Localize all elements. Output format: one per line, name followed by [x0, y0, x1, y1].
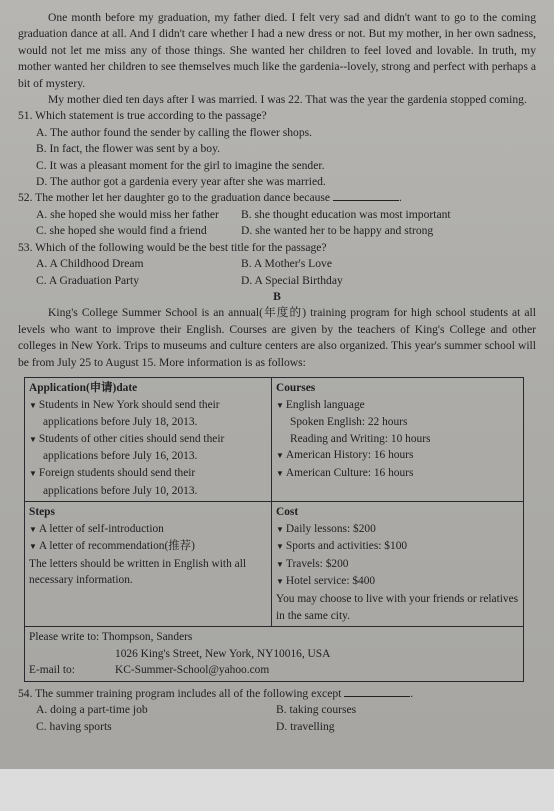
application-item-1-line-2: applications before July 18, 2013.: [43, 416, 198, 429]
course-history: [276, 447, 519, 465]
triangle-bullet-icon: [29, 540, 39, 552]
courses-cell: [272, 377, 524, 501]
cost-item-1-label: Daily lessons: $200: [285, 522, 376, 535]
application-item-1: [29, 397, 267, 415]
summer-school-info-table: [24, 377, 524, 682]
question-54-option-a: A. doing a part-time job: [36, 703, 148, 717]
cost-note: You may choose to live with your friends or relatives in the same city.: [276, 593, 519, 622]
question-51-option-a: A. The author found the sender by calling the flower shops.: [36, 125, 313, 139]
question-52-options-row-1: [18, 207, 536, 223]
course-spoken: Spoken English: 22 hours: [290, 416, 408, 429]
course-reading: Reading and Writing: 10 hours: [290, 432, 431, 445]
courses-title: Courses: [276, 381, 316, 394]
application-item-3-line-1: Foreign students should send their: [38, 466, 196, 479]
steps-title: Steps: [29, 506, 55, 519]
triangle-bullet-icon: [29, 433, 39, 445]
contact-email-line: [29, 662, 519, 679]
application-item-1-line-1: Students in New York should send their: [38, 398, 220, 411]
contact-email-label: E-mail to:: [29, 664, 75, 677]
question-52-stem: 52. The mother let her daughter go to the graduation dance because: [18, 191, 331, 205]
exam-content: [18, 10, 536, 735]
triangle-bullet-icon: [29, 467, 39, 479]
triangle-bullet-icon: [276, 575, 286, 587]
application-item-3-line-2: applications before July 10, 2013.: [43, 484, 198, 497]
question-54-options-row-2: [18, 719, 536, 735]
question-53-options-row-1: [18, 256, 536, 272]
cost-title: Cost: [276, 506, 299, 519]
application-cell: [25, 377, 272, 501]
steps-item-1: [29, 521, 267, 539]
question-54-options-row-1: [18, 702, 536, 718]
question-52-option-d: D. she wanted her to be happy and strong: [241, 224, 434, 238]
passage-a-paragraph-2: My mother died ten days after I was married. I was 22. That was the year the gardenia stopped coming.: [48, 93, 527, 107]
section-b-heading: B: [273, 289, 281, 303]
contact-email: KC-Summer-School@yahoo.com: [115, 664, 270, 677]
cost-cell: [272, 502, 524, 627]
application-item-3: [29, 465, 267, 483]
question-52-stem-line: [18, 190, 536, 206]
triangle-bullet-icon: [29, 399, 39, 411]
steps-cell: [25, 502, 272, 627]
cost-item-2: [276, 538, 519, 556]
course-culture-label: American Culture: 16 hours: [285, 466, 414, 479]
question-51-option-b: B. In fact, the flower was sent by a boy.: [36, 142, 221, 156]
application-item-2-line-2: applications before July 16, 2013.: [43, 450, 198, 463]
application-item-2: [29, 431, 267, 449]
triangle-bullet-icon: [276, 523, 286, 535]
steps-item-1-label: A letter of self-introduction: [38, 522, 164, 535]
contact-cell: [25, 627, 524, 682]
question-53-option-b: B. A Mother's Love: [241, 257, 332, 271]
page-bottom-strip: [0, 769, 554, 811]
question-53-stem: 53. Which of the following would be the best title for the passage?: [18, 240, 327, 254]
cost-item-4: [276, 573, 519, 591]
question-54: [18, 686, 536, 735]
steps-note: The letters should be written in English with all necessary information.: [29, 557, 247, 587]
question-51: [18, 108, 536, 190]
cost-item-2-label: Sports and activities: $100: [285, 540, 408, 553]
question-54-end: .: [410, 687, 414, 701]
course-culture: [276, 465, 519, 483]
question-51-option-c: C. It was a pleasant moment for the girl to imagine the sender.: [36, 158, 325, 172]
steps-item-2: [29, 538, 267, 556]
question-53-option-c: C. A Graduation Party: [36, 273, 140, 287]
question-54-stem: 54. The summer training program includes all of the following except: [18, 687, 342, 701]
question-52-end: .: [398, 191, 402, 205]
question-52: [18, 190, 536, 239]
contact-address: 1026 King's Street, New York, NY10016, USA: [115, 647, 331, 660]
triangle-bullet-icon: [276, 558, 286, 570]
question-54-option-c: C. having sports: [36, 719, 112, 733]
question-53-option-a: A. A Childhood Dream: [36, 257, 144, 271]
application-item-2-line-1: Students of other cities should send their: [38, 432, 225, 445]
cost-item-1: [276, 521, 519, 539]
steps-item-2-label: A letter of recommendation(推荐): [38, 540, 195, 553]
triangle-bullet-icon: [276, 540, 286, 552]
question-51-option-d: D. The author got a gardenia every year after she was married.: [36, 175, 326, 189]
triangle-bullet-icon: [276, 467, 286, 479]
question-52-option-b: B. she thought education was most important: [241, 207, 451, 221]
question-52-options-row-2: [18, 223, 536, 239]
question-53-options-row-2: [18, 273, 536, 289]
course-english: [276, 397, 519, 415]
triangle-bullet-icon: [276, 449, 286, 461]
cost-item-4-label: Hotel service: $400: [285, 575, 376, 588]
section-b-intro: King's College Summer School is an annual(年度的) training program for high school students at all levels who want to improve their English. Courses are given by the teachers of King's College and other colleges in New York. Trips to museums and culture centers are also organized. This year's summer school will be from July 25 to August 15. More information is as follows:: [18, 306, 536, 369]
answer-blank: [333, 200, 399, 201]
contact-write-to: Please write to: Thompson, Sanders: [29, 631, 193, 644]
question-51-stem: 51. Which statement is true according to the passage?: [18, 109, 267, 123]
cost-item-3-label: Travels: $200: [285, 557, 349, 570]
course-english-label: English language: [285, 398, 365, 411]
triangle-bullet-icon: [29, 523, 39, 535]
question-53: [18, 240, 536, 289]
triangle-bullet-icon: [276, 399, 286, 411]
question-54-stem-line: [18, 686, 536, 702]
application-title: Application(申请)date: [29, 381, 138, 394]
question-54-option-d: D. travelling: [276, 719, 335, 733]
question-53-option-d: D. A Special Birthday: [241, 273, 343, 287]
question-52-option-c: C. she hoped she would find a friend: [36, 224, 207, 238]
answer-blank: [344, 696, 410, 697]
course-history-label: American History: 16 hours: [285, 449, 414, 462]
passage-a-paragraph-1: One month before my graduation, my father died. I felt very sad and didn't want to go to the coming graduation dance at all. And I didn't care whether I had a new dress or not. But my mother, in her own sadness, would not let me miss any of those things. She wanted her children to feel loved and lovable. In truth, my mother wanted her children to see themselves much like the gardenia--lovely, strong and perfect with perhaps a bit of mystery.: [18, 11, 536, 90]
question-52-option-a: A. she hoped she would miss her father: [36, 207, 219, 221]
cost-item-3: [276, 556, 519, 574]
question-54-option-b: B. taking courses: [276, 703, 357, 717]
